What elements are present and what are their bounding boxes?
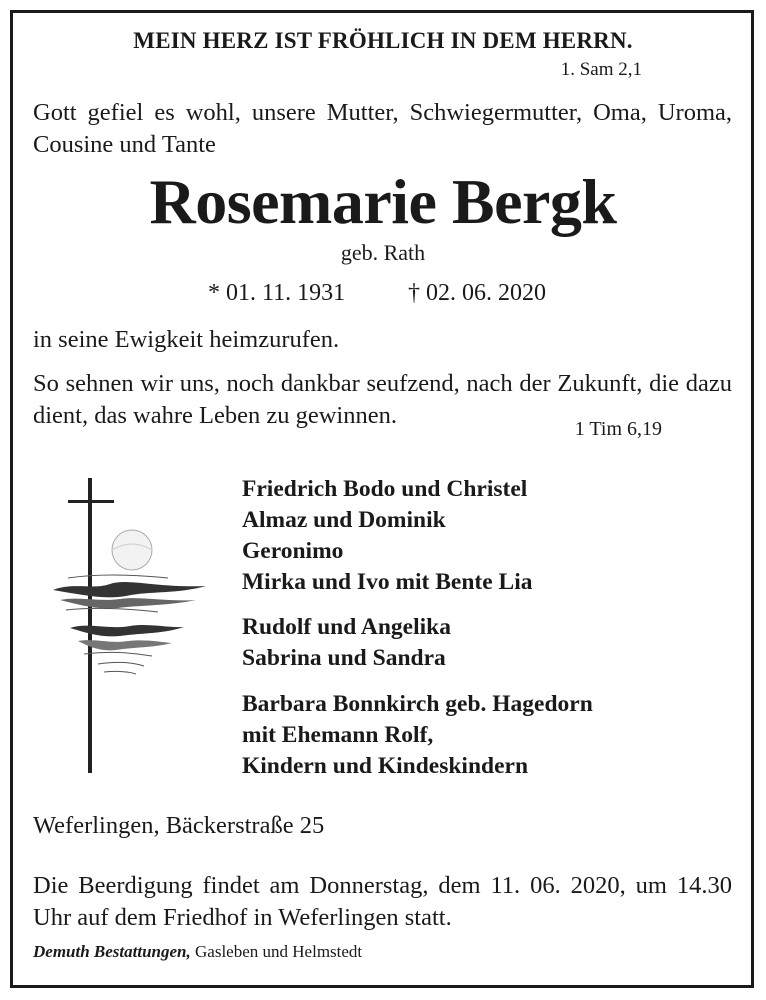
birth-name: geb. Rath — [340, 240, 426, 265]
mourner-line: Almaz und Dominik — [242, 507, 446, 533]
motto: MEIN HERZ IST FRÖHLICH IN DEM HERRN. — [133, 28, 633, 53]
mourner-line: Barbara Bonnkirch geb. Hagedorn — [242, 691, 593, 717]
mourner-line: Rudolf und Angelika — [242, 614, 451, 640]
undertaker-name: Demuth Bestattungen, — [33, 942, 191, 961]
motto-reference: 1. Sam 2,1 — [560, 59, 642, 80]
mourner-line: Friedrich Bodo und Christel — [242, 476, 528, 502]
mourner-group-2 — [242, 612, 451, 674]
mourner-line: Kindern und Kindeskindern — [242, 753, 529, 779]
verse-reference: 1 Tim 6,19 — [574, 418, 662, 440]
intro-text: Gott gefiel es wohl, unsere Mutter, Schwiegermutter, Oma, Uroma, Cousine und Tante — [33, 99, 732, 158]
undertaker-line — [33, 942, 362, 962]
address: Weferlingen, Bäckerstraße 25 — [33, 812, 325, 839]
mourner-group-3 — [242, 689, 593, 782]
death-date: † 02. 06. 2020 — [408, 280, 546, 306]
calling-home-text: in seine Ewigkeit heimzurufen. — [33, 326, 340, 353]
undertaker-locations: Gasleben und Helmstedt — [195, 942, 363, 961]
bible-verse: So sehnen wir uns, noch dankbar seufzend, nach der Zukunft, die dazu dient, das wahre Leben zu gewinnen. — [33, 370, 732, 429]
mourner-line: Mirka und Ivo mit Bente Lia — [242, 569, 533, 595]
mourner-line: Geronimo — [242, 538, 344, 564]
mourner-line: mit Ehemann Rolf, — [242, 722, 434, 748]
birth-date: * 01. 11. 1931 — [208, 280, 346, 306]
mourner-group-1 — [242, 474, 533, 598]
mourner-line: Sabrina und Sandra — [242, 645, 446, 671]
funeral-info: Die Beerdigung findet am Donnerstag, dem 11. 06. 2020, um 14.30 Uhr auf dem Friedhof in Weferlingen statt. — [33, 872, 732, 931]
deceased-name: Rosemarie Bergk — [149, 166, 617, 237]
cross-landscape-icon — [48, 478, 218, 778]
